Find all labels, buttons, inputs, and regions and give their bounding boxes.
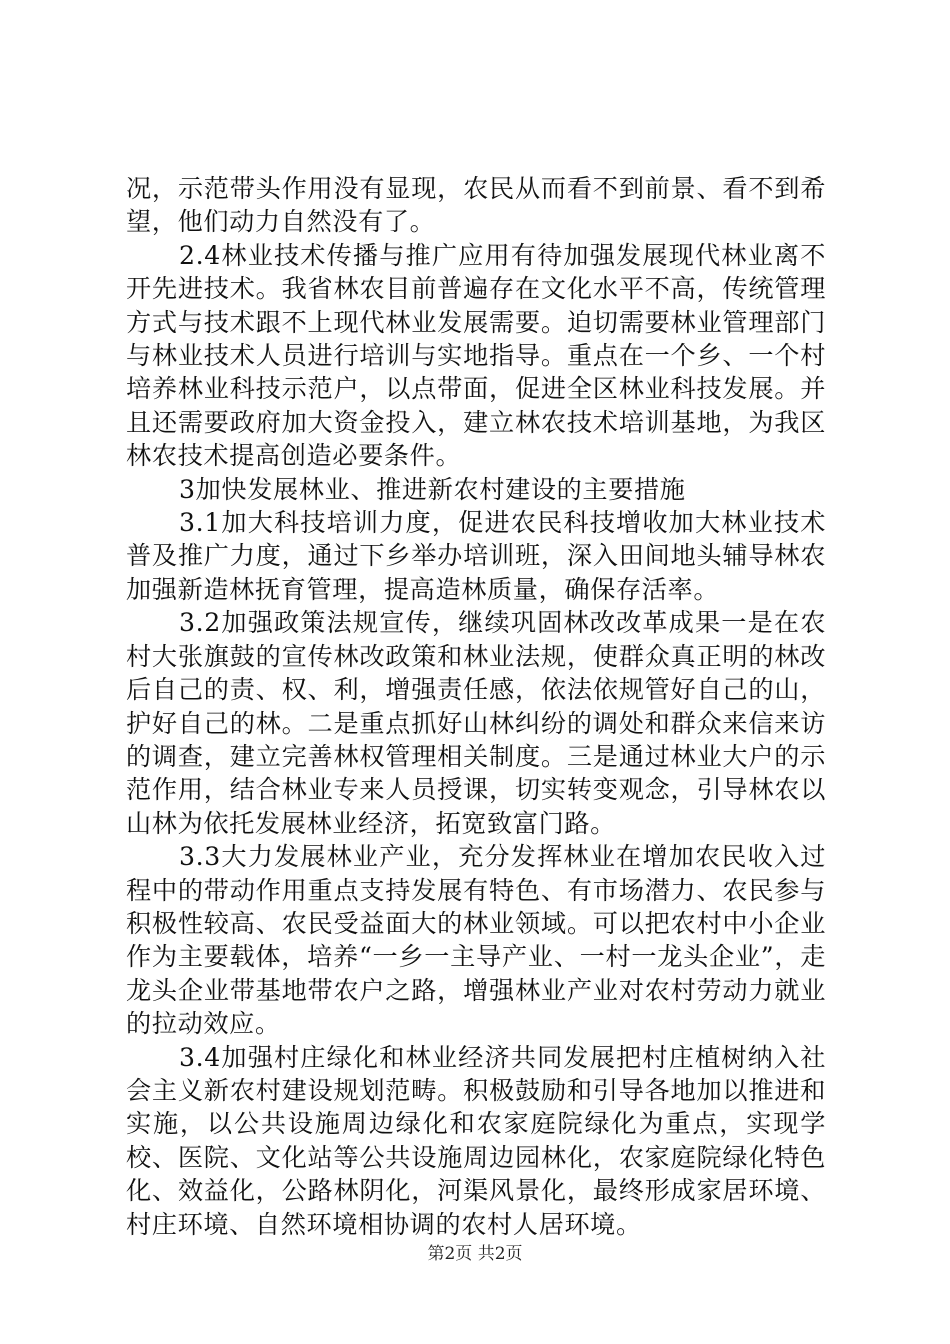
paragraph-continuation: 况，示范带头作用没有显现，农民从而看不到前景、看不到希望，他们动力自然没有了。 bbox=[126, 174, 826, 237]
document-body bbox=[126, 172, 826, 1241]
page-number-label: 第2页 共2页 bbox=[427, 1244, 523, 1264]
paragraph-section-3-2: 3.2加强政策法规宣传，继续巩固林改改革成果一是在农村大张旗鼓的宣传林改政策和林业法规，使群众真正明的林改后自己的责、权、利，增强责任感，依法依规管好自己的山，护好自己的林。二是重点抓好山林纠纷的调处和群众来信来访的调查，建立完善林权管理相关制度。三是通过林业大户的示范作用，结合林业专来人员授课，切实转变观念，引导林农以山林为依托发展林业经济，拓宽致富门路。 bbox=[126, 608, 826, 838]
paragraph-section-3-1: 3.1加大科技培训力度，促进农民科技增收加大林业技术普及推广力度，通过下乡举办培训班，深入田间地头辅导林农加强新造林抚育管理，提高造林质量，确保存活率。 bbox=[126, 508, 826, 604]
paragraph-section-2-4: 2.4林业技术传播与推广应用有待加强发展现代林业离不开先进技术。我省林农目前普遍存在文化水平不高，传统管理方式与技术跟不上现代林业发展需要。迫切需要林业管理部门与林业技术人员进行培训与实地指导。重点在一个乡、一个村培养林业科技示范户，以点带面，促进全区林业科技发展。并且还需要政府加大资金投入，建立林农技术培训基地，为我区林农技术提高创造必要条件。 bbox=[126, 240, 826, 471]
paragraph-section-3-3: 3.3大力发展林业产业，充分发挥林业在增加农民收入过程中的带动作用重点支持发展有特色、有市场潜力、农民参与积极性较高、农民受益面大的林业领域。可以把农村中小企业作为主要载体，培养“一乡一主导产业、一村一龙头企业”，走龙头企业带基地带农户之路，增强林业产业对农村劳动力就业的拉动效应。 bbox=[126, 842, 826, 1039]
page-footer bbox=[0, 1244, 950, 1264]
paragraph-section-3-4: 3.4加强村庄绿化和林业经济共同发展把村庄植树纳入社会主义新农村建设规划范畴。积极鼓励和引导各地加以推进和实施，以公共设施周边绿化和农家庭院绿化为重点，实现学校、医院、文化站等公共设施周边园林化，农家庭院绿化特色化、效益化，公路林阴化，河渠风景化，最终形成家居环境、村庄环境、自然环境相协调的农村人居环境。 bbox=[126, 1042, 826, 1239]
section-heading-3: 3加快发展林业、推进新农村建设的主要措施 bbox=[179, 474, 686, 504]
